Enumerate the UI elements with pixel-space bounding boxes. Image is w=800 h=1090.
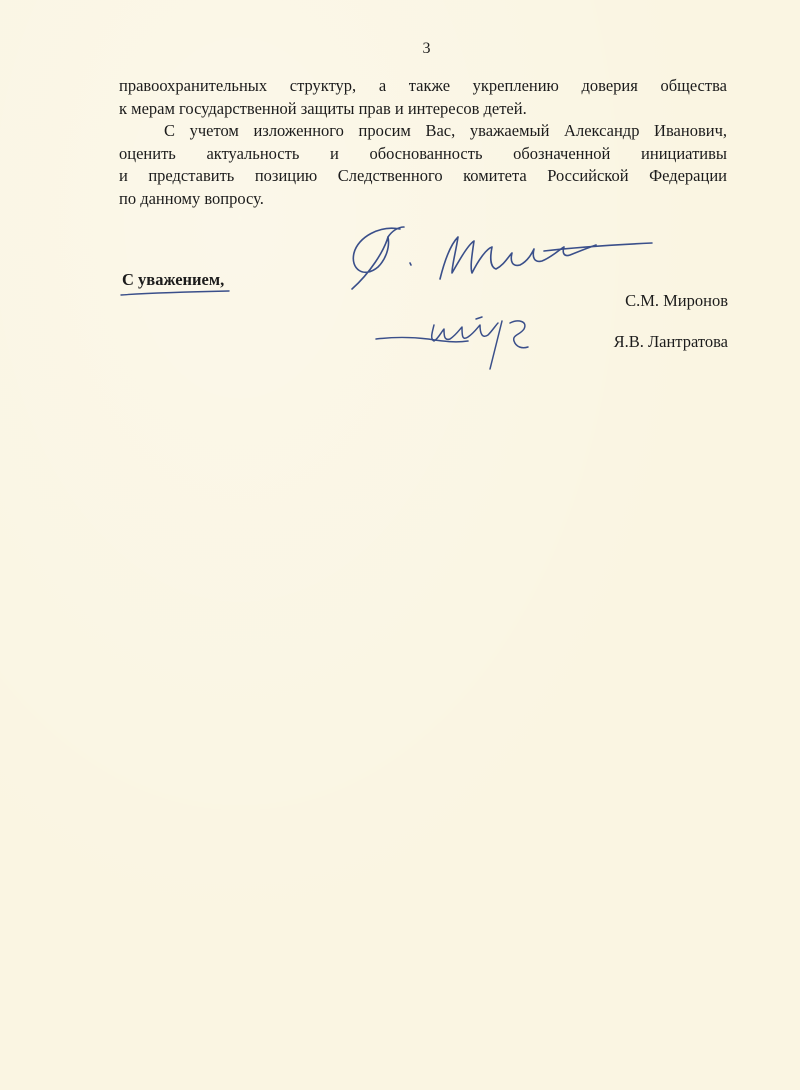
body-line: по данному вопросу. — [119, 188, 264, 208]
signer-name: С.М. Миронов — [625, 291, 728, 310]
letter-body — [119, 75, 727, 210]
signature-lantratova — [372, 313, 537, 371]
signer-name: Я.В. Лантратова — [613, 332, 728, 351]
body-line: и представить позицию Следственного комитета Российской Федерации — [119, 166, 727, 185]
closing-salutation: С уважением, — [122, 270, 225, 289]
body-line: правоохранительных структур, а также укреплению доверия общества — [119, 76, 727, 95]
body-line: к мерам государственной защиты прав и интересов детей. — [119, 98, 527, 118]
page-number: 3 — [422, 40, 431, 57]
body-line: С учетом изложенного просим Вас, уважаемый Александр Иванович, — [164, 121, 727, 140]
signature-mironov — [340, 215, 655, 295]
closing-flourish — [119, 288, 231, 300]
body-line: оценить актуальность и обоснованность обозначенной инициативы — [119, 143, 727, 163]
